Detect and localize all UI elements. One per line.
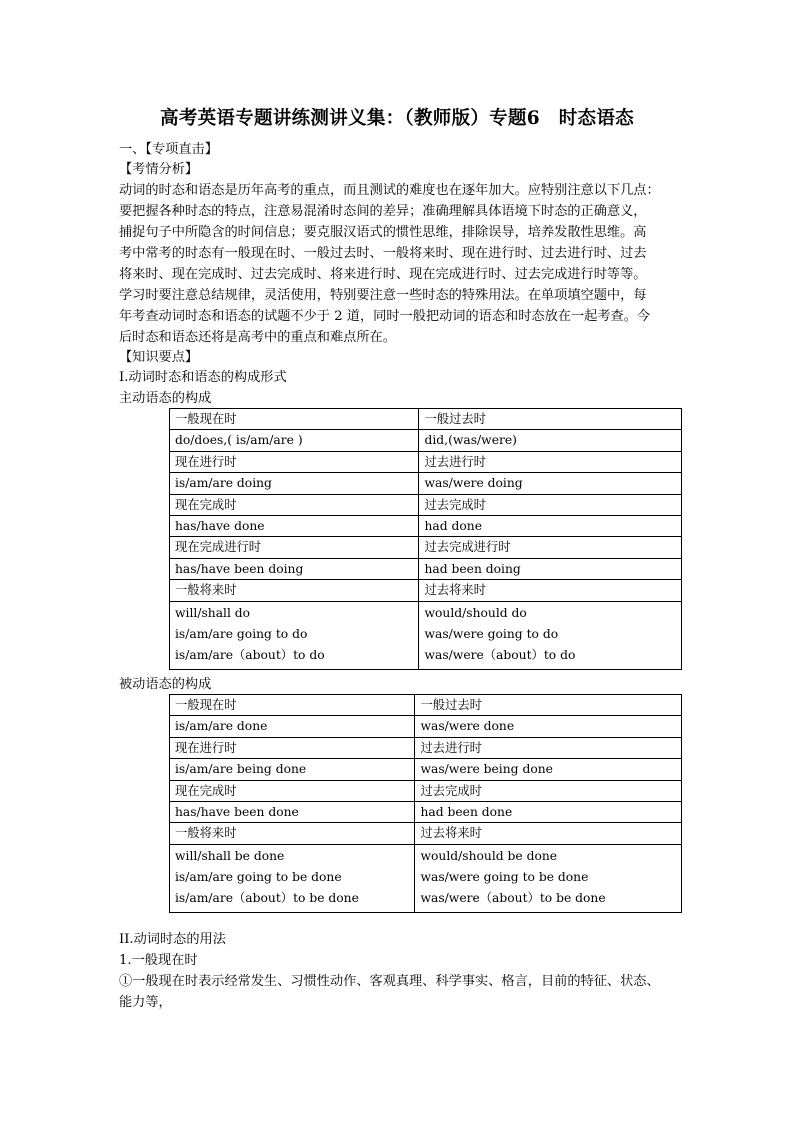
cell-line: is/am/are（about）to do bbox=[175, 647, 325, 662]
cell-line: would/should do bbox=[424, 605, 527, 620]
table-cell: 一般过去时 bbox=[415, 695, 682, 716]
analysis-line: 学习时要注意总结规律，灵活使用，特别要注意一些时态的特殊用法。在单项填空题中，每 bbox=[119, 288, 647, 303]
table-row bbox=[170, 844, 682, 912]
table-cell: 一般将来时 bbox=[170, 823, 415, 844]
table-row bbox=[170, 409, 682, 430]
table-cell: 现在进行时 bbox=[170, 451, 419, 472]
table-row bbox=[170, 537, 682, 558]
table-cell: did,(was/were) bbox=[419, 430, 682, 451]
table-cell: do/does,( is/am/are ) bbox=[170, 430, 419, 451]
table-cell: is/am/are being done bbox=[170, 759, 415, 780]
table-cell: is/am/are doing bbox=[170, 473, 419, 494]
table-cell: had been doing bbox=[419, 558, 682, 579]
table-cell: 过去完成进行时 bbox=[419, 537, 682, 558]
cell-line: is/am/are（about）to be done bbox=[175, 890, 359, 905]
analysis-line: 动词的时态和语态是历年高考的重点，而且测试的难度也在逐年加大。应特别注意以下几点： bbox=[119, 183, 660, 198]
table-row bbox=[170, 430, 682, 451]
part1-heading: I.动词时态和语态的构成形式 bbox=[119, 370, 287, 385]
table-cell: 一般过去时 bbox=[419, 409, 682, 430]
cell-line: will/shall be done bbox=[175, 848, 285, 863]
cell-line: was/were going to do bbox=[424, 626, 559, 641]
table-row bbox=[170, 516, 682, 537]
table-row bbox=[170, 695, 682, 716]
table-row bbox=[170, 802, 682, 823]
table-cell: 现在完成时 bbox=[170, 780, 415, 801]
analysis-line: 将来时、现在完成时、过去完成时、将来进行时、现在完成进行时、过去完成进行时等等。 bbox=[119, 267, 647, 282]
table-cell: had done bbox=[419, 516, 682, 537]
document-title: 高考英语专题讲练测讲义集：（教师版）专题6 时态语态 bbox=[160, 108, 634, 129]
table-cell bbox=[170, 844, 415, 912]
table-cell: was/were done bbox=[415, 716, 682, 737]
analysis-line: 捕捉句子中所隐含的时间信息；要克服汉语式的惯性思维，排除误导，培养发散性思维。高 bbox=[119, 225, 647, 240]
table-cell: 过去将来时 bbox=[415, 823, 682, 844]
knowledge-heading: 【知识要点】 bbox=[119, 350, 199, 365]
table-row bbox=[170, 580, 682, 601]
table-cell: 过去将来时 bbox=[419, 580, 682, 601]
table-row bbox=[170, 780, 682, 801]
active-voice-table bbox=[169, 408, 682, 670]
table-cell: 过去完成时 bbox=[415, 780, 682, 801]
table-row bbox=[170, 494, 682, 515]
part2-heading: II.动词时态的用法 bbox=[119, 932, 226, 947]
body-line: 能力等， bbox=[119, 995, 172, 1010]
table-row bbox=[170, 737, 682, 758]
table-row bbox=[170, 716, 682, 737]
analysis-line: 考中常考的时态有一般现在时、一般过去时、一般将来时、现在进行时、过去进行时、过去 bbox=[119, 246, 647, 261]
table-cell: 过去进行时 bbox=[415, 737, 682, 758]
analysis-line: 年考查动词时态和语态的试题不少于 2 道，同时一般把动词的语态和时态放在一起考查。今 bbox=[119, 309, 651, 324]
table-cell: 过去完成时 bbox=[419, 494, 682, 515]
cell-line: will/shall do bbox=[175, 605, 251, 620]
analysis-heading: 【考情分析】 bbox=[119, 162, 199, 177]
table-cell: was/were doing bbox=[419, 473, 682, 494]
table-cell: has/have done bbox=[170, 516, 419, 537]
analysis-line: 后时态和语态还将是高考中的重点和难点所在。 bbox=[119, 330, 396, 345]
table-cell: 一般现在时 bbox=[170, 695, 415, 716]
table-row bbox=[170, 601, 682, 669]
cell-line: is/am/are going to be done bbox=[175, 869, 342, 884]
table-cell: 一般将来时 bbox=[170, 580, 419, 601]
table-row bbox=[170, 558, 682, 579]
table-cell: 现在完成时 bbox=[170, 494, 419, 515]
cell-line: was/were（about）to be done bbox=[420, 890, 606, 905]
cell-line: was/were going to be done bbox=[420, 869, 589, 884]
active-voice-heading: 主动语态的构成 bbox=[119, 391, 212, 406]
sub1-heading: 1.一般现在时 bbox=[119, 953, 198, 968]
table-cell: 现在进行时 bbox=[170, 737, 415, 758]
cell-line: is/am/are going to do bbox=[175, 626, 308, 641]
table-row bbox=[170, 451, 682, 472]
table-cell bbox=[415, 844, 682, 912]
table-cell: 现在完成进行时 bbox=[170, 537, 419, 558]
passive-voice-heading: 被动语态的构成 bbox=[119, 677, 212, 692]
table-cell bbox=[170, 601, 419, 669]
table-cell: has/have been doing bbox=[170, 558, 419, 579]
table-cell: 一般现在时 bbox=[170, 409, 419, 430]
section-heading: 一、【专项直击】 bbox=[119, 142, 218, 157]
analysis-line: 要把握各种时态的特点，注意易混淆时态间的差异；准确理解具体语境下时态的正确意义， bbox=[119, 204, 647, 219]
passive-voice-table bbox=[169, 694, 682, 913]
table-cell: 过去进行时 bbox=[419, 451, 682, 472]
body-line: ①一般现在时表示经常发生、习惯性动作、客观真理、科学事实、格言，目前的特征、状态、 bbox=[119, 974, 660, 989]
table-cell: has/have been done bbox=[170, 802, 415, 823]
table-row bbox=[170, 759, 682, 780]
table-cell: had been done bbox=[415, 802, 682, 823]
table-cell bbox=[419, 601, 682, 669]
table-cell: is/am/are done bbox=[170, 716, 415, 737]
cell-line: was/were（about）to do bbox=[424, 647, 576, 662]
table-row bbox=[170, 473, 682, 494]
table-row bbox=[170, 823, 682, 844]
table-cell: was/were being done bbox=[415, 759, 682, 780]
cell-line: would/should be done bbox=[420, 848, 558, 863]
